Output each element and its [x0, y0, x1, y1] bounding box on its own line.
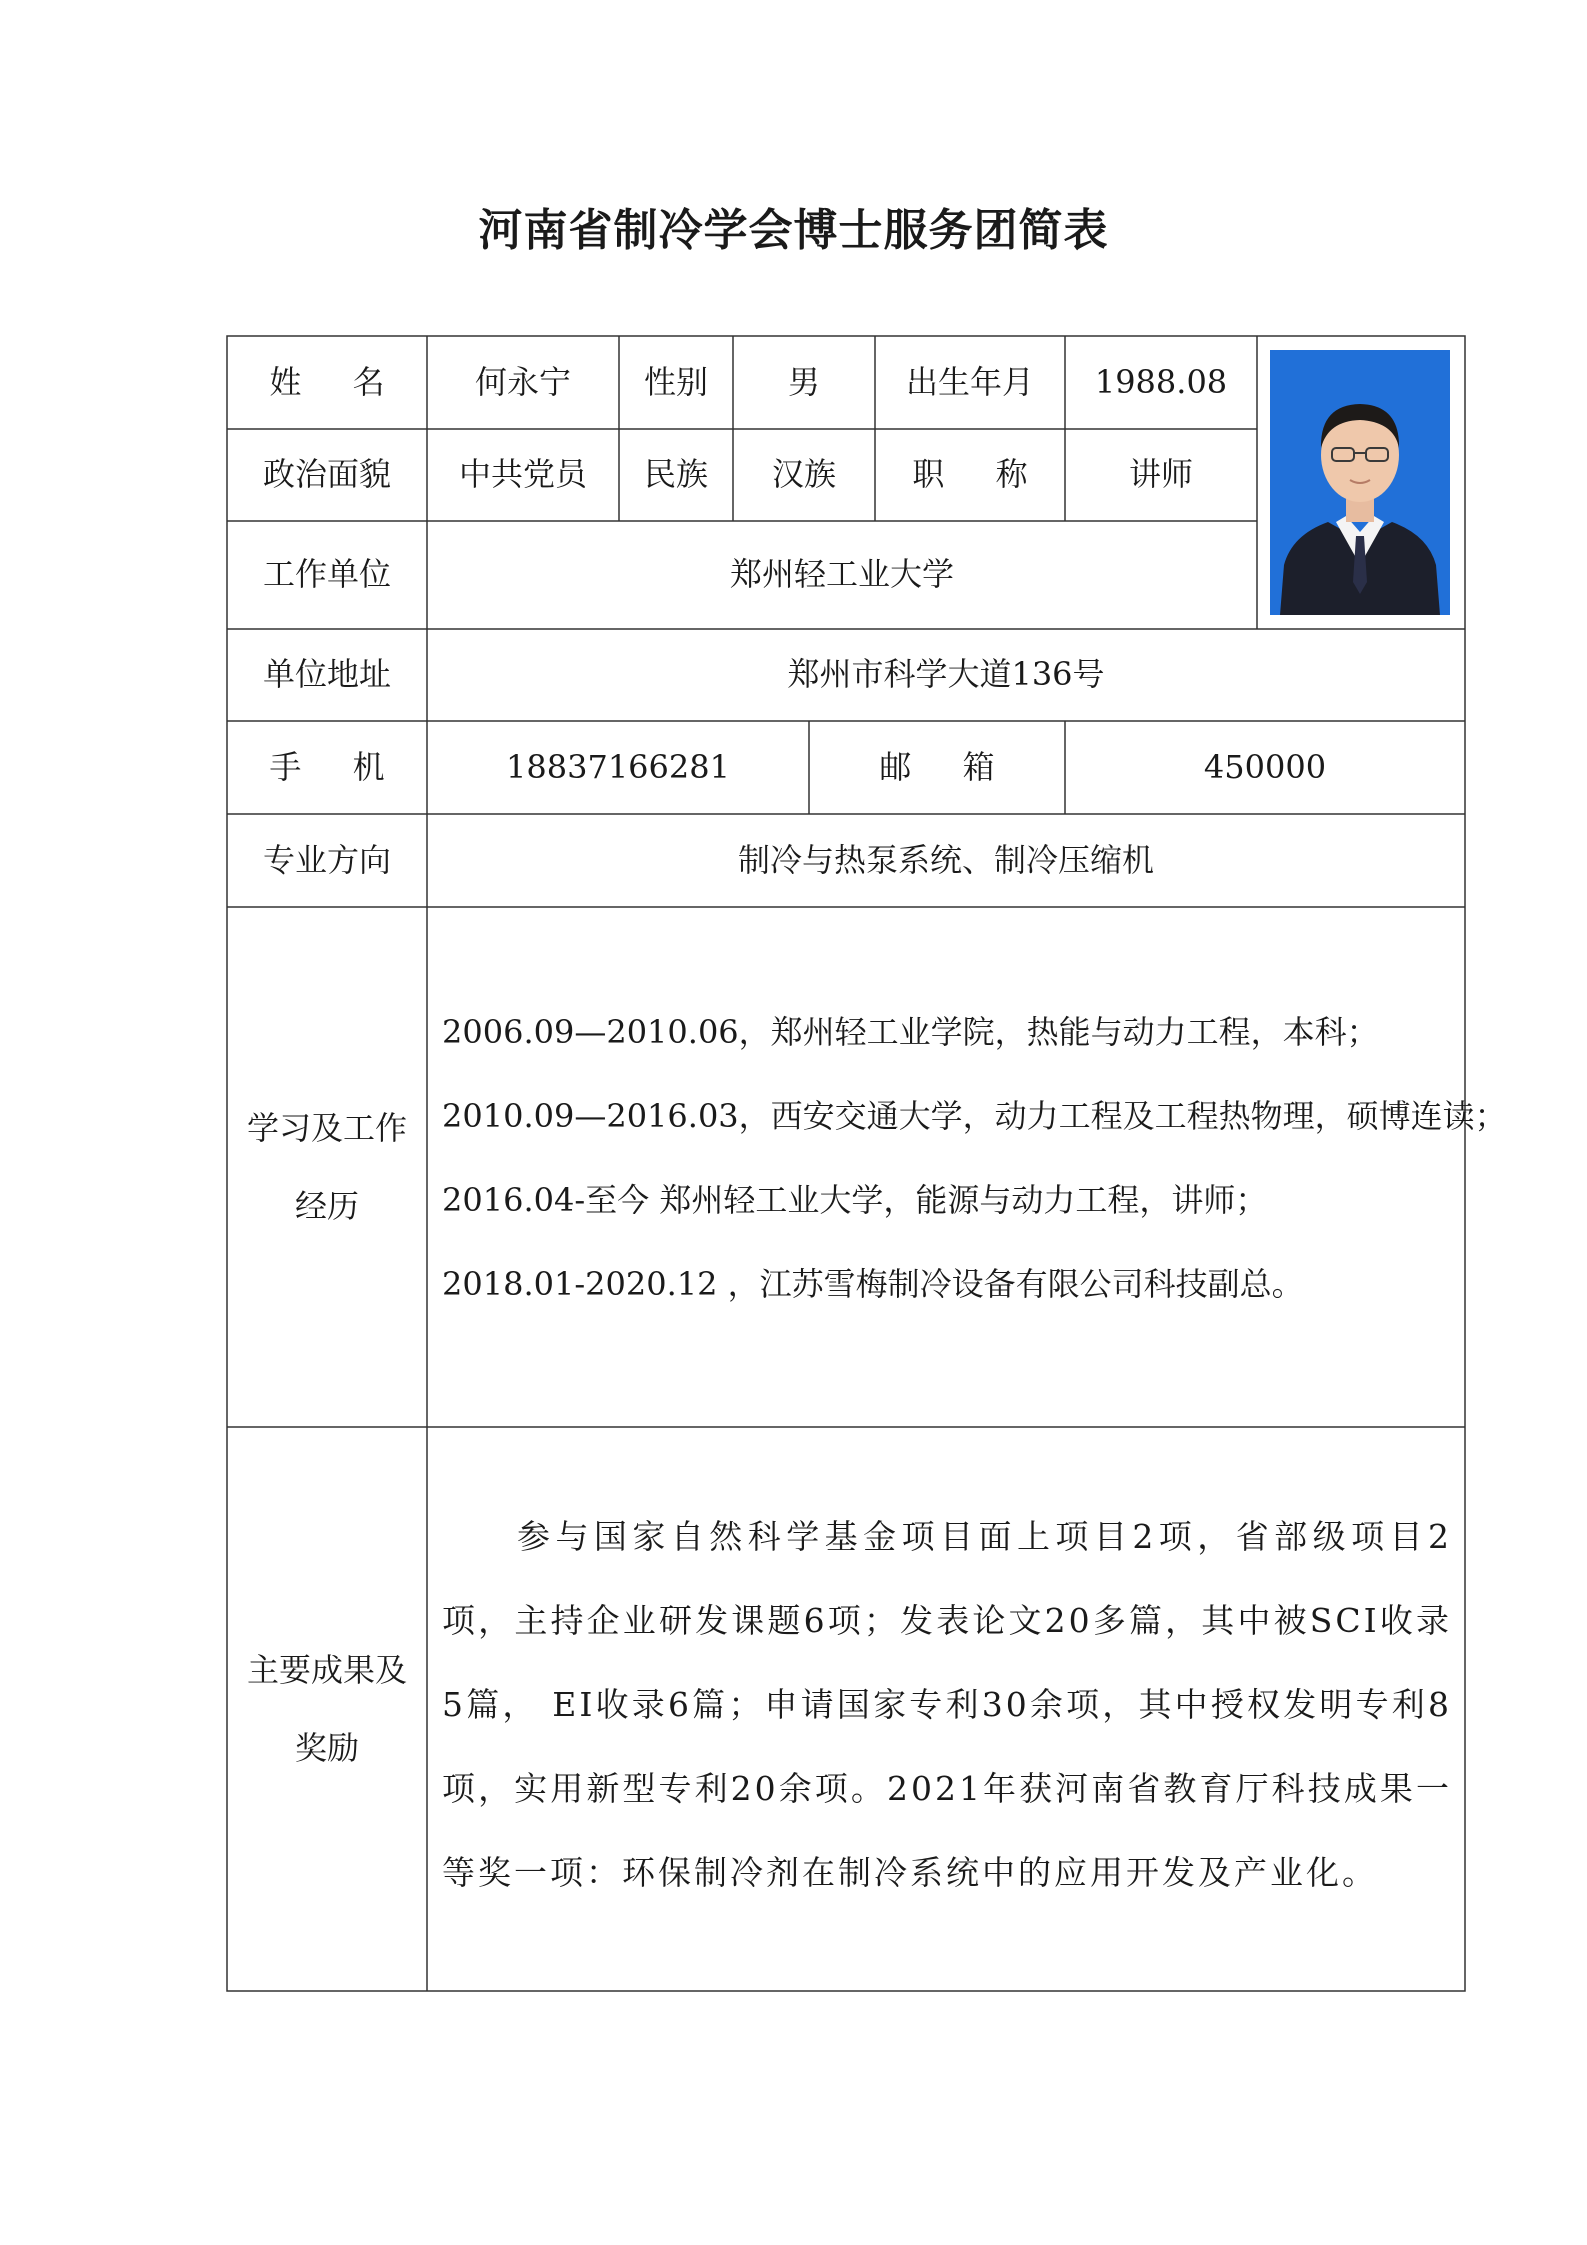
phone-label: 手机 [269, 747, 436, 786]
address-label: 单位地址 [262, 655, 391, 694]
gender-label: 性别 [643, 362, 708, 401]
history-entry: 2016.04-至今 郑州轻工业大学，能源与动力工程，讲师； [442, 1181, 1268, 1219]
profile-photo [1270, 350, 1450, 615]
birth-value: 1988.08 [1094, 362, 1228, 401]
person-photo-icon [1270, 350, 1450, 615]
awards-text: 参与国家自然科学基金项目面上项目2项，省部级项目2项，主持企业研发课题6项；发表论文20多篇，其中被SCI收录5篇， EI收录6篇；申请国家专利30余项，其中授权发明专利8项，实用新型专利20余项。2021年获河南省教育厅科技成果一等奖一项：环保制冷剂在制冷系统中的应用开发及产业化。 [442, 1517, 1452, 1892]
address-value: 郑州市科学大道136号 [787, 655, 1105, 694]
postcode-value: 450000 [1203, 747, 1327, 786]
gender-value: 男 [787, 362, 820, 401]
ethnicity-label: 民族 [643, 455, 708, 494]
page-title: 河南省制冷学会博士服务团简表 [478, 205, 1109, 256]
name-label: 姓名 [269, 362, 436, 401]
postcode-label: 邮箱 [879, 747, 1046, 786]
birth-label: 出生年月 [905, 362, 1034, 401]
job-title-value: 讲师 [1128, 455, 1193, 494]
job-title-label: 职称 [912, 455, 1079, 494]
politics-label: 政治面貌 [262, 455, 391, 494]
name-value: 何永宁 [474, 362, 571, 401]
history-entry: 2018.01-2020.12 ，江苏雪梅制冷设备有限公司科技副总。 [442, 1265, 1304, 1303]
history-entry: 2010.09—2016.03，西安交通大学，动力工程及工程热物理，硕博连读； [442, 1097, 1507, 1135]
history-list [442, 990, 1507, 1326]
specialty-value: 制冷与热泵系统、制冷压缩机 [737, 840, 1154, 879]
history-label: 学习及工作经历 [246, 1109, 407, 1225]
workplace-value: 郑州轻工业大学 [729, 555, 954, 594]
awards-label: 主要成果及奖励 [246, 1651, 407, 1767]
specialty-label: 专业方向 [262, 840, 391, 879]
politics-value: 中共党员 [458, 455, 587, 494]
history-entry: 2006.09—2010.06，郑州轻工业学院，热能与动力工程，本科； [442, 1013, 1379, 1051]
workplace-label: 工作单位 [262, 555, 391, 594]
ethnicity-value: 汉族 [771, 455, 836, 494]
phone-value: 18837166281 [506, 747, 730, 786]
